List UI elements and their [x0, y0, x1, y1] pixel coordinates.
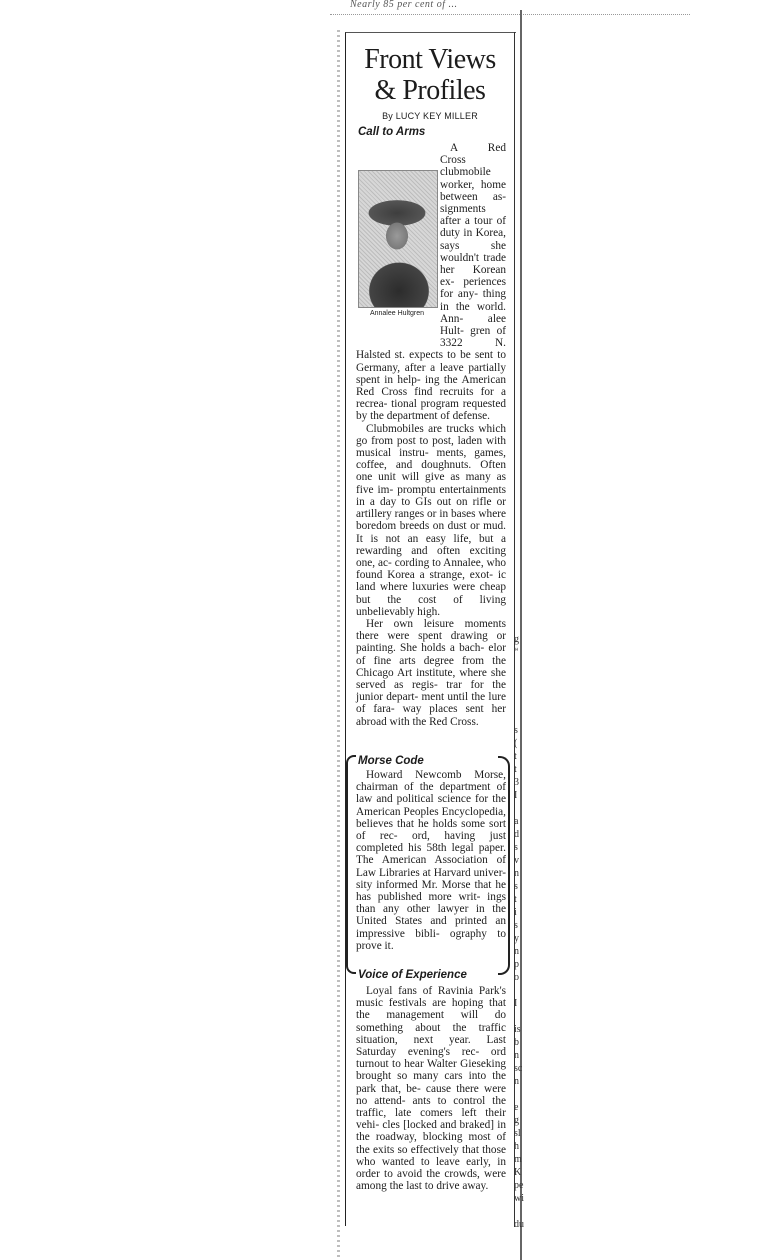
- title-line-1: Front Views: [364, 44, 496, 75]
- voice-of-experience-body: [356, 985, 506, 1192]
- call-to-arms-paragraph-1: A Red Cross clubmobile worker, home between as- signments after a tour of duty in Korea, says she wouldn't trade her Korean ex- periences for any- thing in the world. Ann- alee Hult- gren of 3322 N. Halsted st. expects to be sent to Germany, after a leave partially spent in help- ing the American Red Cross find recruits for a recrea- tional program requested by the department of defense.: [356, 142, 506, 423]
- page-fold-edge: [337, 30, 340, 1260]
- photo-caption: Annalee Hultgren: [369, 310, 425, 317]
- top-divider: [330, 14, 690, 15]
- photo-spacer: [356, 168, 440, 348]
- section-heading-call-to-arms: Call to Arms: [358, 126, 426, 138]
- pencil-bracket-right: [498, 756, 510, 975]
- morse-code-body: [356, 769, 506, 952]
- call-to-arms-paragraph-3: Her own leisure moments there were spent drawing or painting. She holds a bach- elor of fine arts degree from the Chicago Art institute, where she served as regis- trar for the junior depart- ment until the lure of fara- way places sent her abroad with the Red Cross.: [356, 617, 506, 728]
- title-line-2: & Profiles: [374, 75, 486, 106]
- previous-article-strip: Nearly 85 per cent of ...: [350, 0, 458, 10]
- pencil-bracket-left: [346, 755, 356, 974]
- section-heading-morse-code: Morse Code: [358, 755, 424, 767]
- section-heading-voice-of-experience: Voice of Experience: [358, 969, 467, 981]
- adjacent-column-fragments: g “ s ( t t 3 I a d s v n s t i s y n p o I is b n sc n e g sl h m K pe wi du: [514, 634, 524, 1230]
- call-to-arms-paragraph-2: Clubmobiles are trucks which go from post to post, laden with musical instru- ments, games, coffee, and doughnuts. Often one unit will give as many as five im- promptu entertainments in a day to GIs out on rifle or artillery ranges or in bases where boredom breeds on dust or mud. It is not an easy life, but a rewarding and often exciting one, ac- cording to Annalee, who found Korea a strange, exot- ic land where luxuries were cheap but the cost of living unbelievably high.: [356, 422, 506, 618]
- byline: By LUCY KEY MILLER: [382, 111, 478, 121]
- morse-code-paragraph-1: Howard Newcomb Morse, chairman of the department of law and political science for the American Peoples Encyclopedia, believes that he holds some sort of rec- ord, having just completed his 58th legal paper. The American Association of Law Libraries at Harvard univer- sity informed Mr. Morse that he has published more writ- ings than any other lawyer in the United States and printed an impressive bibli- ography to prove it.: [356, 769, 506, 952]
- article-title: [345, 44, 515, 106]
- call-to-arms-body: [356, 142, 506, 728]
- voice-of-experience-paragraph-1: Loyal fans of Ravinia Park's music festivals are hoping that the management will do something about the traffic situation, next year. Last Saturday evening's rec- ord turnout to hear Walter Gieseking brought so many cars into the park that, be- cause there were no attend- ants to control the traffic, late comers left their vehi- cles [locked and braked] in the roadway, blocking most of the exits so effectively that those who wanted to leave early, in order to avoid the crowds, were among the last to drive away.: [356, 985, 506, 1193]
